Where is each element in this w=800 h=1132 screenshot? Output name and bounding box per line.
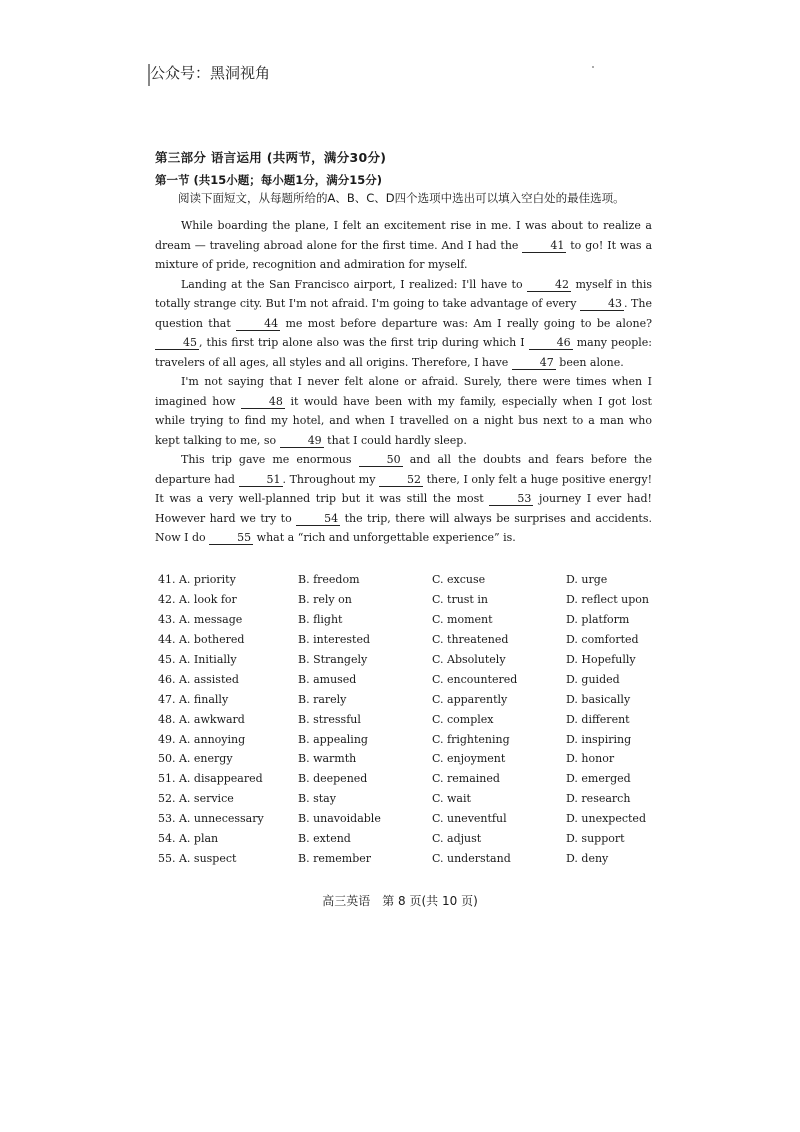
passage-text: that I could hardly sleep.: [323, 433, 467, 447]
option-d: D. platform: [566, 613, 630, 627]
option-c: C. uneventful: [432, 812, 507, 826]
answer-options: [158, 570, 658, 868]
option-b: B. remember: [298, 851, 372, 865]
paragraph-4: [155, 450, 652, 548]
blank-53: 53: [489, 492, 533, 506]
option-a: 42. A. look for: [158, 593, 237, 607]
option-b: B. stressful: [298, 712, 361, 726]
blank-43: 43: [580, 297, 624, 311]
passage-text: what a “rich and unforgettable experience” is.: [253, 531, 516, 544]
passage-text: journey I ever had! However hard we try to: [155, 492, 652, 525]
option-a: 46. A. assisted: [158, 672, 239, 686]
option-row-54: [158, 829, 658, 849]
option-c: C. excuse: [432, 573, 486, 587]
passage-text: myself in this totally strange city. But I'm not afraid. I'm going to take advantage of every: [155, 277, 653, 310]
option-c: C. understand: [432, 851, 511, 865]
passage-text: I'm not saying that I never felt alone or afraid. Surely, there were times when I imagined how: [155, 375, 652, 408]
instruction-text: 阅读下面短文，从每题所给的A、B、C、D四个选项中选出可以填入空白处的最佳选项。: [178, 191, 625, 205]
passage-text: the trip, there will always be surprises and accidents. Now I do: [155, 511, 652, 544]
option-d: D. unexpected: [566, 812, 646, 826]
option-d: D. urge: [566, 573, 608, 587]
option-a: 49. A. annoying: [158, 732, 246, 746]
cloze-passage: [155, 216, 652, 548]
option-c: C. Absolutely: [432, 653, 506, 666]
option-row-53: [158, 809, 658, 829]
passage-text: been alone.: [555, 355, 624, 369]
option-c: C. threatened: [432, 633, 509, 647]
blank-49: 49: [280, 434, 324, 448]
option-d: D. basically: [566, 692, 631, 706]
passage-text: , this first trip alone also was the first trip during which I: [199, 336, 529, 349]
passage-text: and all the doubts and fears before the departure had: [155, 453, 652, 486]
page-footer: 高三英语 第 8 页(共 10 页): [322, 894, 478, 908]
option-c: C. frightening: [432, 732, 510, 746]
paragraph-2: [155, 275, 652, 373]
watermark-text: 公众号：黑洞视角: [150, 64, 271, 82]
passage-text: to go! It was a mixture of pride, recognition and admiration for myself.: [155, 238, 652, 271]
paragraph-3: [155, 372, 652, 450]
option-a: 50. A. energy: [158, 752, 233, 766]
option-d: D. emerged: [566, 772, 631, 786]
option-b: B. unavoidable: [298, 812, 381, 826]
blank-47: 47: [512, 356, 556, 370]
passage-text: . The question that: [155, 297, 652, 330]
option-d: D. honor: [566, 752, 615, 766]
option-c: C. wait: [432, 792, 471, 806]
blank-52: 52: [379, 473, 423, 487]
option-a: 41. A. priority: [158, 573, 236, 587]
blank-54: 54: [296, 512, 340, 526]
option-a: 44. A. bothered: [158, 633, 245, 647]
option-b: B. rarely: [298, 692, 347, 706]
option-a: 53. A. unnecessary: [158, 812, 264, 826]
option-d: D. comforted: [566, 633, 639, 647]
blank-46: 46: [529, 336, 573, 350]
option-row-46: [158, 669, 658, 689]
sub-section-title: 第一节 (共15小题；每小题1分，满分15分): [155, 173, 383, 187]
option-d: D. Hopefully: [566, 653, 636, 666]
option-c: C. enjoyment: [432, 752, 506, 766]
option-d: D. reflect upon: [566, 593, 649, 607]
blank-44: 44: [236, 317, 280, 331]
option-c: C. complex: [432, 712, 494, 726]
option-b: B. Strangely: [298, 653, 368, 666]
option-c: C. adjust: [432, 832, 482, 846]
option-d: D. support: [566, 832, 625, 846]
blank-48: 48: [241, 395, 285, 409]
option-d: D. guided: [566, 672, 620, 686]
passage-text: Landing at the San Francisco airport, I realized: I'll have to: [181, 277, 528, 291]
option-b: B. warmth: [298, 752, 357, 766]
option-c: C. remained: [432, 772, 500, 786]
paragraph-1: [155, 216, 652, 275]
option-a: 47. A. finally: [158, 692, 229, 706]
passage-text: While boarding the plane, I felt an excitement rise in me. I was about to realize a dream — traveling abroad alone for the first time. And I had the: [155, 219, 652, 252]
option-a: 54. A. plan: [158, 832, 219, 846]
option-b: B. extend: [298, 832, 351, 846]
option-a: 45. A. Initially: [158, 653, 237, 666]
option-b: B. amused: [298, 672, 357, 686]
option-row-41: [158, 570, 658, 590]
option-row-50: [158, 749, 658, 769]
option-b: B. appealing: [298, 732, 368, 746]
option-row-55: [158, 848, 658, 868]
option-row-49: [158, 729, 658, 749]
blank-45: 45: [155, 336, 199, 350]
blank-55: 55: [209, 531, 253, 545]
section-title: 第三部分 语言运用 (共两节，满分30分): [155, 150, 387, 165]
option-c: C. apparently: [432, 692, 508, 706]
option-c: C. trust in: [432, 593, 488, 607]
option-d: D. inspiring: [566, 732, 632, 746]
option-b: B. deepened: [298, 772, 368, 786]
option-row-44: [158, 630, 658, 650]
option-a: 55. A. suspect: [158, 851, 237, 865]
option-row-52: [158, 789, 658, 809]
option-row-43: [158, 610, 658, 630]
passage-text: it would have been with my family, especially when I got lost while trying to find my hotel, and when I travelled on a night bus next to a man who kept talking to me, so: [155, 394, 652, 447]
option-row-51: [158, 769, 658, 789]
option-b: B. stay: [298, 792, 336, 806]
blank-51: 51: [239, 473, 283, 487]
passage-text: many people: travelers of all ages, all styles and all origins. Therefore, I have: [155, 336, 652, 369]
option-b: B. freedom: [298, 573, 360, 587]
option-d: D. different: [566, 712, 630, 726]
option-a: 48. A. awkward: [158, 712, 245, 726]
option-d: D. research: [566, 792, 631, 806]
option-c: C. encountered: [432, 672, 518, 686]
option-d: D. deny: [566, 851, 609, 865]
passage-text: This trip gave me enormous: [181, 453, 359, 466]
option-a: 51. A. disappeared: [158, 772, 263, 786]
blank-41: 41: [522, 239, 566, 253]
option-c: C. moment: [432, 613, 493, 627]
blank-50: 50: [359, 453, 403, 467]
blank-42: 42: [527, 278, 571, 292]
option-a: 52. A. service: [158, 792, 234, 806]
option-row-48: [158, 709, 658, 729]
option-a: 43. A. message: [158, 613, 243, 627]
option-b: B. rely on: [298, 593, 352, 607]
option-b: B. interested: [298, 633, 370, 647]
scan-speck: [592, 66, 594, 68]
option-row-42: [158, 590, 658, 610]
passage-text: there, I only felt a huge positive energy! It was a very well-planned trip but it was still the most: [155, 472, 652, 505]
passage-text: . Throughout my: [282, 472, 380, 486]
passage-text: me most before departure was: Am I really going to be alone?: [280, 316, 652, 330]
option-row-47: [158, 689, 658, 709]
option-b: B. flight: [298, 613, 343, 627]
option-row-45: [158, 650, 658, 670]
